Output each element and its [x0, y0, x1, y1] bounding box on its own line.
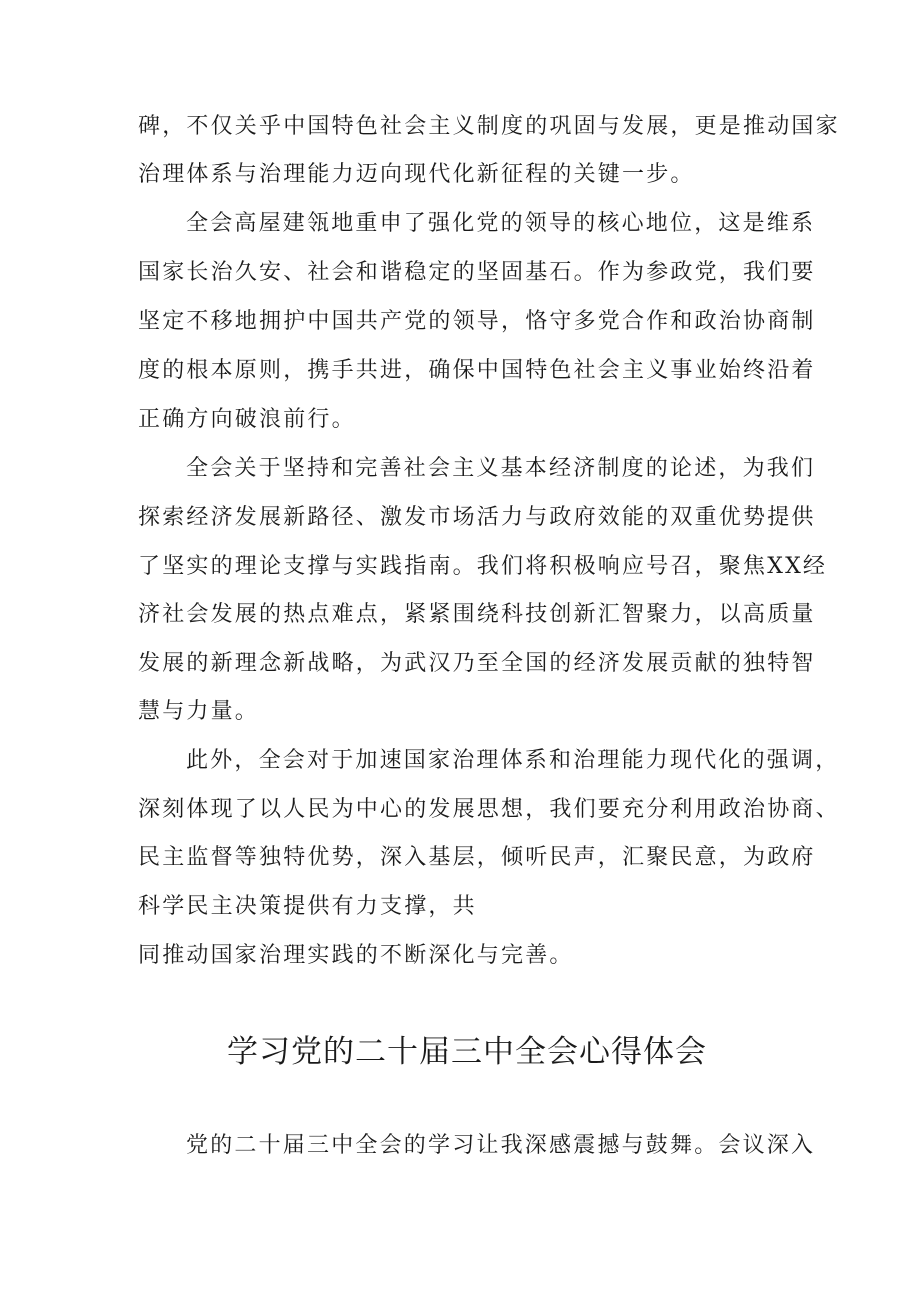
- body-line: 探索经济发展新路径、激发市场活力与政府效能的双重优势提供: [138, 505, 816, 530]
- body-line: 深刻体现了以人民为中心的发展思想，我们要充分利用政治协商、: [138, 797, 840, 822]
- body-line: 慧与力量。: [138, 699, 260, 724]
- body-line: 度的根本原则，携手共进，确保中国特色社会主义事业始终沿着: [138, 358, 816, 383]
- section-title: 学习党的二十届三中全会心得体会: [227, 1034, 707, 1070]
- body-line: 民主监督等独特优势，深入基层，倾听民声，汇聚民意，为政府: [138, 845, 816, 870]
- body-line: 正确方向破浪前行。: [138, 407, 356, 432]
- body-line: 国家长治久安、社会和谐稳定的坚固基石。作为参政党，我们要: [138, 260, 816, 285]
- body-line: 济社会发展的热点难点，紧紧围绕科技创新汇智聚力，以高质量: [138, 602, 816, 627]
- body-line: 发展的新理念新战略，为武汉乃至全国的经济发展贡献的独特智: [138, 651, 816, 676]
- body-line: 科学民主决策提供有力支撑，共: [138, 894, 477, 919]
- body-line: 坚定不移地拥护中国共产党的领导，恪守多党合作和政治协商制: [138, 309, 816, 334]
- body-line: 同推动国家治理实践的不断深化与完善。: [138, 943, 574, 968]
- paragraph-first-line: 全会高屋建瓴地重申了强化党的领导的核心地位，这是维系: [186, 211, 816, 236]
- paragraph-first-line: 全会关于坚持和完善社会主义基本经济制度的论述，为我们: [186, 456, 816, 481]
- paragraph-first-line: 此外，全会对于加速国家治理体系和治理能力现代化的强调，: [186, 748, 840, 773]
- body-line: 治理体系与治理能力迈向现代化新征程的关键一步。: [138, 162, 695, 187]
- body-line: 了坚实的理论支撑与实践指南。我们将积极响应号召，聚焦XX经: [138, 554, 828, 579]
- paragraph-first-line: 党的二十届三中全会的学习让我深感震撼与鼓舞。会议深入: [186, 1133, 816, 1158]
- body-line: 碑，不仅关乎中国特色社会主义制度的巩固与发展，更是推动国家: [138, 114, 840, 139]
